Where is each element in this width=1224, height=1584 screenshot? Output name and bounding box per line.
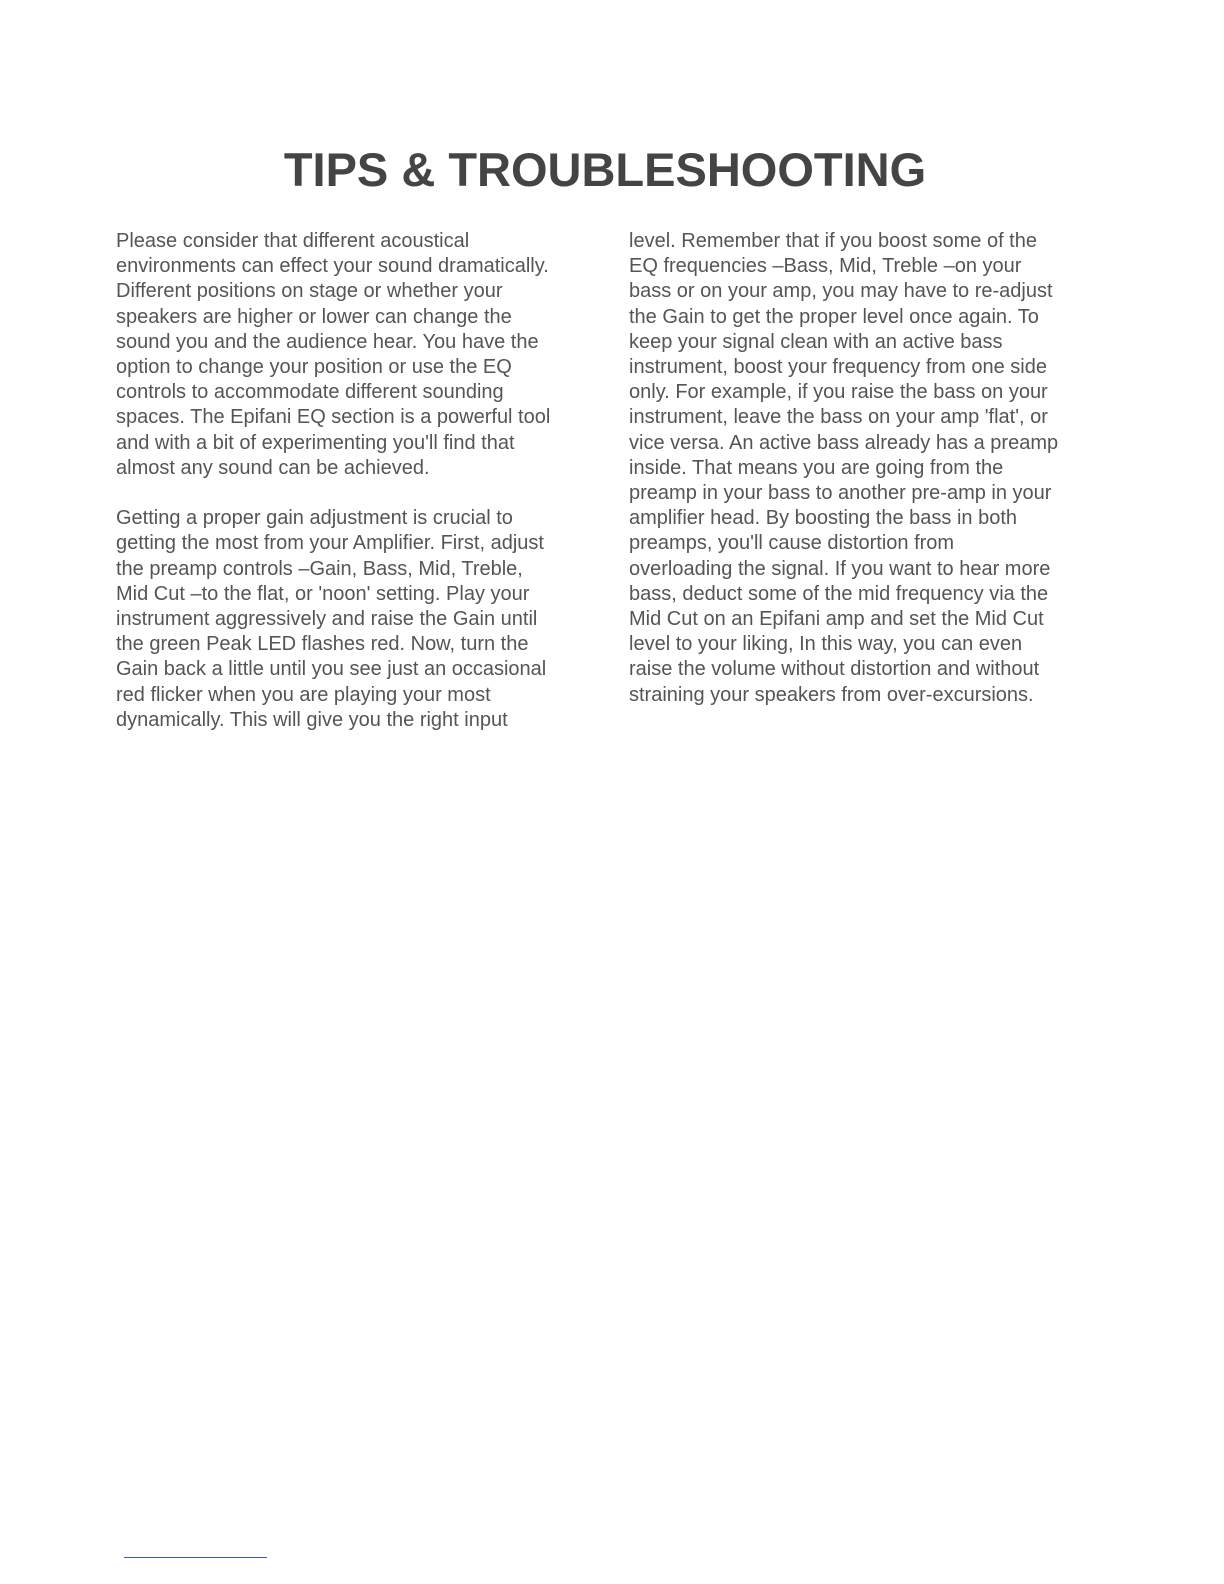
footer-rule: [124, 1557, 267, 1558]
right-text-column: [629, 229, 1101, 708]
page-title: TIPS & TROUBLESHOOTING: [283, 143, 927, 196]
left-text-column: [116, 229, 588, 733]
eq-continuation-paragraph: level. Remember that if you boost some of the EQ frequencies –Bass, Mid, Treble –on your bass or on your amp, you may have to re-adjust the Gain to get the proper level once again. To keep your signal clean with an active bass instrument, boost your frequency from one side only. For example, if you raise the bass on your instrument, leave the bass on your amp 'flat', or vice versa. An active bass already has a preamp inside. That means you are going from the preamp in your bass to another pre-amp in your amplifier head. By boosting the bass in both preamps, you'll cause distortion from overloading the signal. If you want to hear more bass, deduct some of the mid frequency via the Mid Cut on an Epifani amp and set the Mid Cut level to your liking, In this way, you can even raise the volume without distortion and without straining your speakers from over-excursions.: [629, 230, 1059, 706]
gain-adjustment-paragraph: Getting a proper gain adjustment is crucial to getting the most from your Amplifier. First, adjust the preamp controls –Gain, Bass, Mid, Treble, Mid Cut –to the flat, or 'noon' setting. Play your instrument aggressively and raise the Gain until the green Peak LED flashes red. Now, turn the Gain back a little until you see just an occasional red flicker when you are playing your most dynamically. This will give you the right input: [116, 507, 547, 731]
acoustics-paragraph: Please consider that different acoustical environments can effect your sound dramatically. Different positions on stage or whether your speakers are higher or lower can change the sound you and the audience hear. You have the option to change your position or use the EQ controls to accommodate different sounding spaces. The Epifani EQ section is a powerful tool and with a bit of experimenting you'll find that almost any sound can be achieved.: [116, 230, 551, 479]
